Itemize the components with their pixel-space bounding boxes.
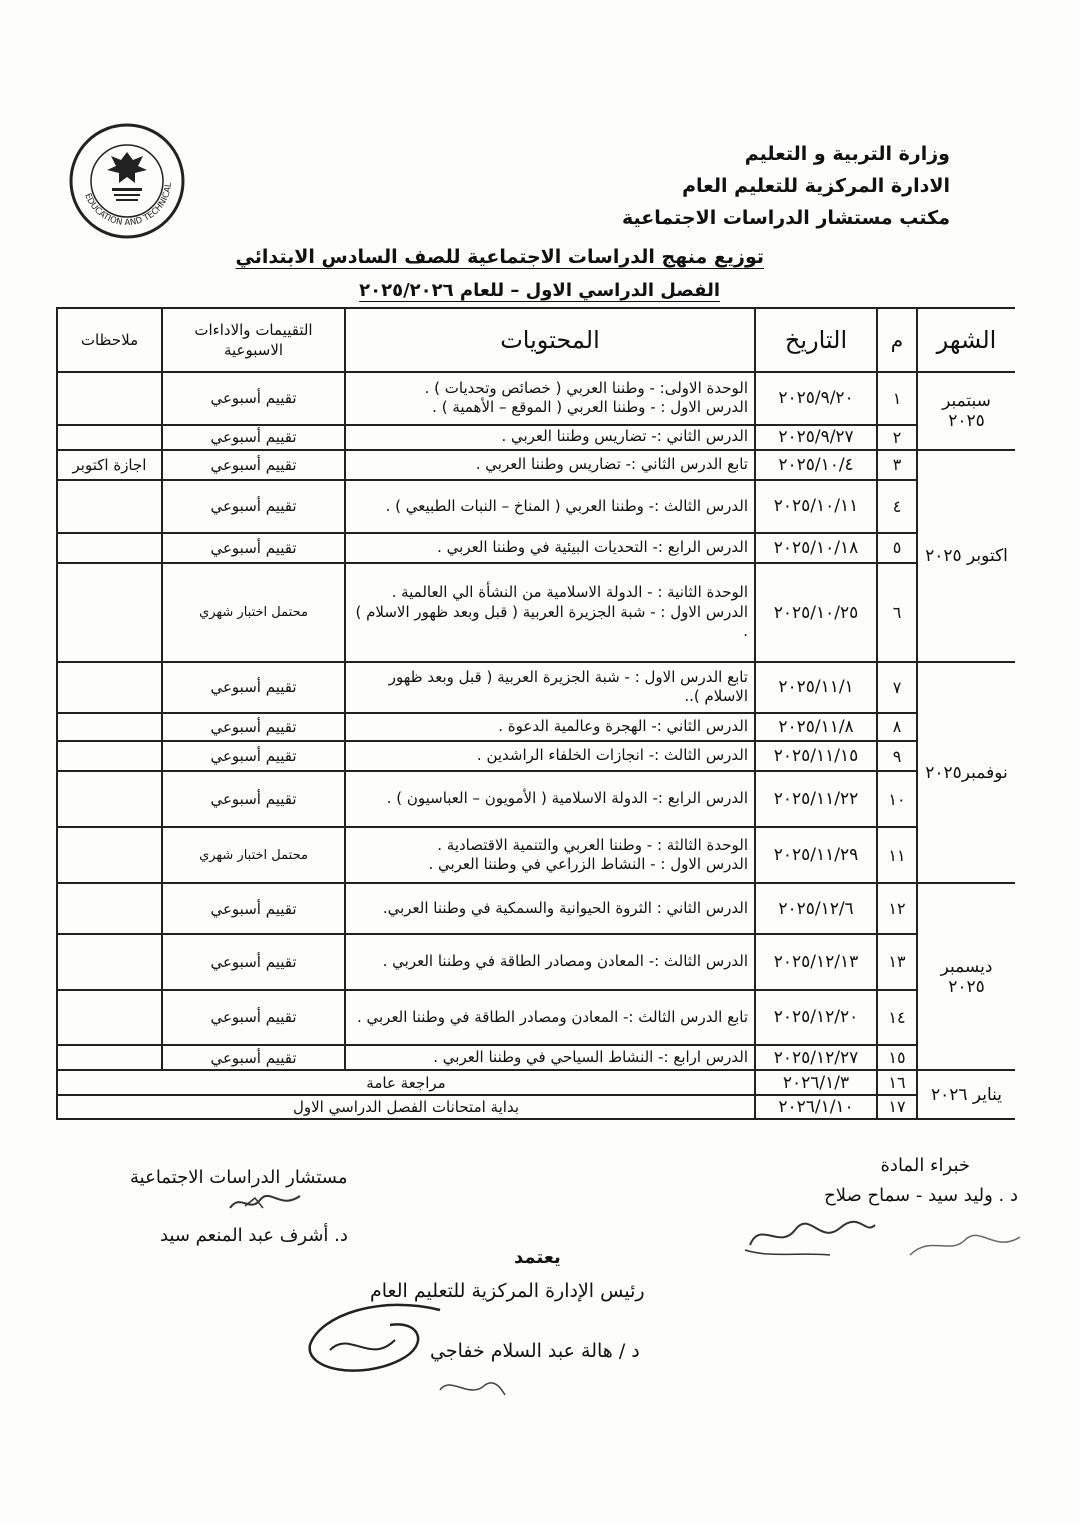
row-notes <box>57 662 162 713</box>
row-date: ٢٠٢٦/١/١٠ <box>755 1095 877 1119</box>
row-content: الدرس الثالث :- وطننا العربي ( المناخ – النبات الطبيعي ) . <box>345 480 755 533</box>
row-number: ١٤ <box>877 990 917 1046</box>
row-notes <box>57 563 162 662</box>
row-notes <box>57 425 162 450</box>
advisor-title: مستشار الدراسات الاجتماعية <box>130 1167 348 1188</box>
header-number: م <box>877 308 917 372</box>
row-notes: اجازة اكتوبر <box>57 450 162 480</box>
row-date: ٢٠٢٥/١٢/١٣ <box>755 934 877 990</box>
row-date: ٢٠٢٥/١١/١٥ <box>755 741 877 771</box>
row-number: ١١ <box>877 827 917 884</box>
row-content: الدرس الثالث :- المعادن ومصادر الطاقة في وطننا العربي . <box>345 934 755 990</box>
row-assessment: تقييم أسبوعي <box>162 771 345 827</box>
row-number: ٤ <box>877 480 917 533</box>
row-date: ٢٠٢٥/١٠/٢٥ <box>755 563 877 662</box>
row-content: تابع الدرس الثالث :- المعادن ومصادر الطاقة في وطننا العربي . <box>345 990 755 1046</box>
row-number: ١٧ <box>877 1095 917 1119</box>
row-assessment: تقييم أسبوعي <box>162 425 345 450</box>
month-cell: ديسمبر ٢٠٢٥ <box>917 883 1015 1070</box>
row-content: الوحدة الاولى: - وطننا العربي ( خصائص وتحديات ) . الدرس الاول : - وطننا العربي ( الموقع – الأهمية ) . <box>345 372 755 425</box>
curriculum-table <box>56 307 1015 1120</box>
experts-names: د . وليد سيد - سماح صلاح <box>824 1185 1018 1206</box>
office-name: مكتب مستشار الدراسات الاجتماعية <box>621 207 950 229</box>
header-month: الشهر <box>917 308 1015 372</box>
row-content: الدرس الرابع :- الدولة الاسلامية ( الأمويون – العباسيون ) . <box>345 771 755 827</box>
row-notes <box>57 372 162 425</box>
row-assessment: تقييم أسبوعي <box>162 480 345 533</box>
row-notes <box>57 883 162 934</box>
row-notes <box>57 713 162 741</box>
row-assessment: تقييم أسبوعي <box>162 1045 345 1070</box>
head-title: رئيس الإدارة المركزية للتعليم العام <box>370 1280 645 1302</box>
ministry-name: وزارة التربية و التعليم <box>744 143 950 165</box>
row-content: الدرس الثاني :- تضاريس وطننا العربي . <box>345 425 755 450</box>
row-date: ٢٠٢٥/٩/٢٧ <box>755 425 877 450</box>
row-assessment: تقييم أسبوعي <box>162 533 345 563</box>
row-date: ٢٠٢٥/١٠/٤ <box>755 450 877 480</box>
row-assessment: تقييم أسبوعي <box>162 883 345 934</box>
row-date: ٢٠٢٥/١٠/١١ <box>755 480 877 533</box>
row-notes <box>57 827 162 884</box>
row-date: ٢٠٢٥/١٢/٢٧ <box>755 1045 877 1070</box>
stamp-mark-icon <box>430 1370 510 1405</box>
approve-label: يعتمد <box>514 1247 561 1268</box>
row-assessment: تقييم أسبوعي <box>162 662 345 713</box>
advisor-name: د. أشرف عبد المنعم سيد <box>160 1225 348 1246</box>
row-assessment: تقييم أسبوعي <box>162 372 345 425</box>
row-date: ٢٠٢٥/١٢/٢٠ <box>755 990 877 1046</box>
head-signature-icon <box>300 1290 450 1400</box>
row-number: ٧ <box>877 662 917 713</box>
row-number: ٥ <box>877 533 917 563</box>
row-number: ١٠ <box>877 771 917 827</box>
row-assessment: تقييم أسبوعي <box>162 990 345 1046</box>
month-cell: نوفمبر٢٠٢٥ <box>917 662 1015 883</box>
row-date: ٢٠٢٥/١١/١ <box>755 662 877 713</box>
row-assessment: تقييم أسبوعي <box>162 934 345 990</box>
row-assessment: تقييم أسبوعي <box>162 713 345 741</box>
expert-signature-2-icon <box>905 1225 1025 1265</box>
row-notes <box>57 990 162 1046</box>
row-date: ٢٠٢٥/١١/٢٢ <box>755 771 877 827</box>
row-date: ٢٠٢٥/٩/٢٠ <box>755 372 877 425</box>
row-assessment: تقييم أسبوعي <box>162 450 345 480</box>
row-date: ٢٠٢٥/١١/٢٩ <box>755 827 877 884</box>
row-number: ١٣ <box>877 934 917 990</box>
row-notes <box>57 741 162 771</box>
row-content: الوحدة الثالثة : - وطننا العربي والتنمية الاقتصادية . الدرس الاول : - النشاط الزراعي في وطننا العربي . <box>345 827 755 884</box>
row-content: تابع الدرس الاول : - شبة الجزيرة العربية ( قبل وبعد ظهور الاسلام ).. <box>345 662 755 713</box>
header-notes: ملاحظات <box>57 308 162 372</box>
row-content: بداية امتحانات الفصل الدراسي الاول <box>57 1095 755 1119</box>
advisor-signature-icon <box>225 1188 305 1218</box>
row-notes <box>57 533 162 563</box>
header-date: التاريخ <box>755 308 877 372</box>
ministry-seal-icon <box>68 122 186 240</box>
row-assessment: محتمل اختبار شهري <box>162 563 345 662</box>
row-number: ٣ <box>877 450 917 480</box>
document-subtitle: الفصل الدراسي الاول – للعام ٢٠٢٥/٢٠٢٦ <box>359 280 720 301</box>
row-content: الدرس الثاني :- الهجرة وعالمية الدعوة . <box>345 713 755 741</box>
row-content: الدرس ارابع :- النشاط السياحي في وطننا العربي . <box>345 1045 755 1070</box>
experts-title: خبراء المادة <box>880 1155 970 1176</box>
row-date: ٢٠٢٥/١٠/١٨ <box>755 533 877 563</box>
head-name: د / هالة عبد السلام خفاجي <box>430 1340 640 1362</box>
row-number: ١٥ <box>877 1045 917 1070</box>
row-content: الدرس الثالث :- انجازات الخلفاء الراشدين . <box>345 741 755 771</box>
header-content: المحتويات <box>345 308 755 372</box>
row-number: ٩ <box>877 741 917 771</box>
month-cell: سبتمبر ٢٠٢٥ <box>917 372 1015 450</box>
row-notes <box>57 934 162 990</box>
row-content: الدرس الرابع :- التحديات البيئية في وطننا العربي . <box>345 533 755 563</box>
row-notes <box>57 480 162 533</box>
row-number: ١٦ <box>877 1070 917 1094</box>
row-content: مراجعة عامة <box>57 1070 755 1094</box>
month-cell: اكتوبر ٢٠٢٥ <box>917 450 1015 662</box>
row-date: ٢٠٢٦/١/٣ <box>755 1070 877 1094</box>
month-cell: يناير ٢٠٢٦ <box>917 1070 1015 1119</box>
row-date: ٢٠٢٥/١١/٨ <box>755 713 877 741</box>
row-assessment: محتمل اختبار شهري <box>162 827 345 884</box>
header-assessments: التقييمات والاداءات الاسبوعية <box>162 308 345 372</box>
row-number: ١ <box>877 372 917 425</box>
row-assessment: تقييم أسبوعي <box>162 741 345 771</box>
row-date: ٢٠٢٥/١٢/٦ <box>755 883 877 934</box>
row-number: ٦ <box>877 563 917 662</box>
row-number: ٨ <box>877 713 917 741</box>
document-title: توزيع منهج الدراسات الاجتماعية للصف السادس الابتدائي <box>235 246 764 268</box>
seal-text: EDUCATION AND TECHNICAL <box>82 182 175 229</box>
row-content: الوحدة الثانية : - الدولة الاسلامية من النشأة الي العالمية . الدرس الاول : - شبة الجزيرة العربية ( قبل وبعد ظهور الاسلام ) . <box>345 563 755 662</box>
department-name: الادارة المركزية للتعليم العام <box>682 175 950 197</box>
row-number: ١٢ <box>877 883 917 934</box>
expert-signature-icon <box>740 1210 880 1260</box>
row-content: الدرس الثاني : الثروة الحيوانية والسمكية في وطننا العربي. <box>345 883 755 934</box>
row-notes <box>57 1045 162 1070</box>
row-content: تابع الدرس الثاني :- تضاريس وطننا العربي . <box>345 450 755 480</box>
row-number: ٢ <box>877 425 917 450</box>
row-notes <box>57 771 162 827</box>
